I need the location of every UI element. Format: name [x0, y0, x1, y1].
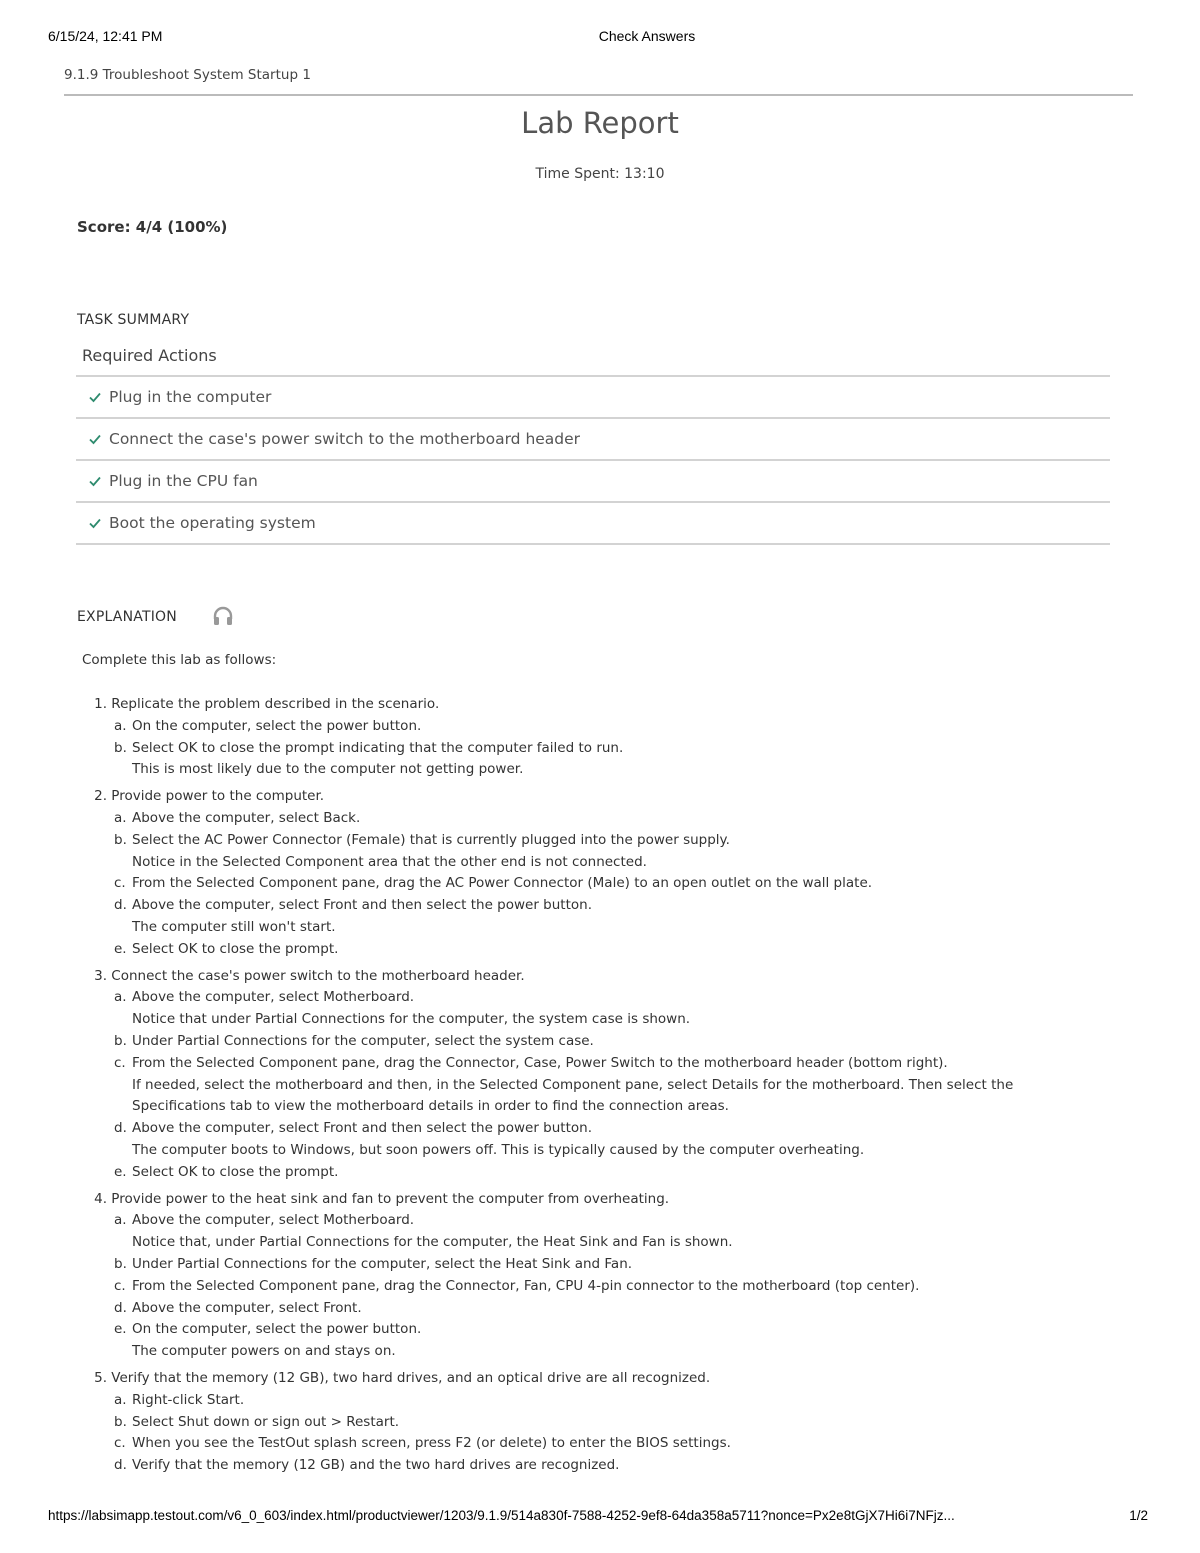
check-icon — [88, 516, 102, 530]
sub-step-letter: c. — [114, 875, 126, 892]
sub-step-note: The computer powers on and stays on. — [132, 1343, 396, 1360]
sub-step-note: The computer boots to Windows, but soon powers off. This is typically caused by the computer overheating. — [132, 1141, 865, 1158]
sub-step-item — [88, 1118, 1098, 1162]
sub-step-text: Select OK to close the prompt indicating that the computer failed to run. — [132, 739, 624, 756]
sub-step-letter: c. — [114, 1054, 126, 1071]
sub-step-text: Verify that the memory (12 GB) and the two hard drives are recognized. — [132, 1457, 620, 1474]
required-action-item — [76, 377, 1110, 419]
page-title: Lab Report — [521, 106, 679, 140]
sub-step-text: Above the computer, select Motherboard. — [132, 989, 415, 1006]
step-text: Provide power to the heat sink and fan to prevent the computer from overheating. — [111, 1190, 670, 1207]
required-action-label: Plug in the computer — [109, 388, 272, 406]
sub-step-letter: a. — [114, 1391, 127, 1408]
step-number: 3. — [94, 967, 107, 984]
sub-step-item — [88, 716, 1098, 738]
sub-step-item — [88, 1433, 1098, 1455]
sub-step-item — [88, 895, 1098, 939]
sub-step-note: Notice in the Selected Component area that the other end is not connected. — [132, 853, 647, 870]
sub-step-item — [88, 1053, 1098, 1118]
step-number: 4. — [94, 1190, 107, 1207]
sub-step-item — [88, 939, 1098, 961]
sub-step-letter: c. — [114, 1277, 126, 1294]
sub-step-letter: b. — [114, 1413, 127, 1430]
required-action-label: Boot the operating system — [109, 514, 316, 532]
sub-step-item — [88, 1254, 1098, 1276]
sub-step-note: This is most likely due to the computer not getting power. — [132, 761, 524, 778]
step-text: Replicate the problem described in the scenario. — [111, 696, 440, 712]
sub-step-note: Notice that, under Partial Connections for the computer, the Heat Sink and Fan is shown. — [132, 1234, 733, 1251]
sub-step-text: Above the computer, select Motherboard. — [132, 1212, 415, 1229]
sub-step-text: On the computer, select the power button. — [132, 1321, 422, 1338]
sub-step-item — [88, 1455, 1098, 1477]
sub-step-note: If needed, select the motherboard and then, in the Selected Component pane, select Details for the motherboard. Then select the Specifications tab to view the motherboard details in order to find the connection areas. — [132, 1076, 1014, 1115]
sub-step-letter: b. — [114, 831, 127, 848]
breadcrumb: 9.1.9 Troubleshoot System Startup 1 — [64, 67, 311, 83]
sub-step-item — [88, 808, 1098, 830]
step-number: 5. — [94, 1369, 107, 1386]
explanation-intro: Complete this lab as follows: — [82, 652, 277, 668]
sub-step-text: Under Partial Connections for the computer, select the Heat Sink and Fan. — [132, 1255, 633, 1272]
required-action-label: Connect the case's power switch to the motherboard header — [109, 430, 581, 448]
sub-step-note: The computer still won't start. — [132, 918, 336, 935]
sub-step-text: Above the computer, select Back. — [132, 809, 361, 826]
sub-step-item — [88, 1298, 1098, 1320]
headphones-icon[interactable] — [211, 604, 235, 628]
sub-step-item — [88, 1276, 1098, 1298]
required-actions-list — [76, 375, 1110, 545]
sub-step-text: When you see the TestOut splash screen, press F2 (or delete) to enter the BIOS settings. — [132, 1435, 731, 1452]
sub-step-item — [88, 987, 1098, 1031]
check-icon — [88, 432, 102, 446]
required-action-label: Plug in the CPU fan — [109, 472, 258, 490]
check-icon — [88, 390, 102, 404]
step-text: Provide power to the computer. — [111, 788, 325, 805]
sub-step-item — [88, 1031, 1098, 1053]
check-icon — [88, 474, 102, 488]
sub-step-letter: a. — [114, 717, 127, 734]
time-spent: Time Spent: 13:10 — [535, 166, 665, 182]
print-title: Check Answers — [598, 28, 696, 44]
sub-step-letter: b. — [114, 739, 127, 756]
sub-step-letter: b. — [114, 1032, 127, 1049]
explanation-heading: EXPLANATION — [77, 609, 177, 625]
step-number: 2. — [94, 788, 107, 805]
header-divider — [64, 94, 1133, 96]
sub-step-letter: a. — [114, 809, 127, 826]
score: Score: 4/4 (100%) — [77, 218, 228, 236]
step-item — [88, 1368, 1098, 1477]
sub-step-text: Under Partial Connections for the computer, select the system case. — [132, 1032, 594, 1049]
sub-step-text: On the computer, select the power button. — [132, 717, 422, 734]
task-summary-heading: TASK SUMMARY — [77, 312, 190, 328]
sub-step-letter: b. — [114, 1255, 127, 1272]
sub-step-item — [88, 873, 1098, 895]
sub-step-item — [88, 1210, 1098, 1254]
sub-step-letter: d. — [114, 1299, 127, 1316]
sub-step-letter: e. — [114, 1321, 127, 1338]
step-text: Connect the case's power switch to the motherboard header. — [111, 967, 525, 984]
sub-step-item — [88, 1319, 1098, 1363]
step-item — [88, 1189, 1098, 1363]
page-number: 1/2 — [1129, 1508, 1148, 1523]
sub-step-text: Right-click Start. — [132, 1391, 245, 1408]
sub-step-letter: c. — [114, 1435, 126, 1452]
sub-step-item — [88, 830, 1098, 874]
page-url: https://labsimapp.testout.com/v6_0_603/index.html/productviewer/1203/9.1.9/514a830f-7588-4252-9ef8-64da358a5711?nonce=Px2e8tGjX7Hi6i7NFjz... — [48, 1508, 955, 1523]
sub-step-text: From the Selected Component pane, drag the AC Power Connector (Male) to an open outlet on the wall plate. — [132, 875, 873, 892]
sub-step-letter: d. — [114, 897, 127, 914]
sub-step-text: Select OK to close the prompt. — [132, 940, 339, 957]
required-action-item — [76, 503, 1110, 545]
step-number: 1. — [94, 696, 107, 712]
sub-step-text: Above the computer, select Front and then select the power button. — [132, 1120, 593, 1137]
sub-step-letter: a. — [114, 989, 127, 1006]
sub-step-letter: a. — [114, 1212, 127, 1229]
step-item — [88, 966, 1098, 1184]
sub-step-text: From the Selected Component pane, drag the Connector, Fan, CPU 4-pin connector to the motherboard (top center). — [132, 1277, 920, 1294]
sub-step-letter: e. — [114, 940, 127, 957]
sub-step-text: Select the AC Power Connector (Female) that is currently plugged into the power supply. — [132, 831, 730, 848]
print-date: 6/15/24, 12:41 PM — [48, 28, 163, 44]
required-actions-title: Required Actions — [82, 346, 217, 365]
sub-step-item — [88, 1390, 1098, 1412]
required-action-item — [76, 461, 1110, 503]
sub-step-item — [88, 1412, 1098, 1434]
sub-step-item — [88, 738, 1098, 782]
sub-step-note: Notice that under Partial Connections for the computer, the system case is shown. — [132, 1011, 691, 1028]
steps-list — [88, 694, 1098, 1482]
sub-step-text: From the Selected Component pane, drag the Connector, Case, Power Switch to the motherboard header (bottom right). — [132, 1054, 948, 1071]
sub-step-letter: d. — [114, 1457, 127, 1474]
sub-step-text: Select OK to close the prompt. — [132, 1163, 339, 1180]
required-action-item — [76, 419, 1110, 461]
step-item — [88, 786, 1098, 960]
sub-step-text: Select Shut down or sign out > Restart. — [132, 1413, 400, 1430]
step-item — [88, 694, 1098, 781]
sub-step-text: Above the computer, select Front and then select the power button. — [132, 897, 593, 914]
sub-step-item — [88, 1162, 1098, 1184]
sub-step-letter: d. — [114, 1120, 127, 1137]
sub-step-letter: e. — [114, 1163, 127, 1180]
sub-step-text: Above the computer, select Front. — [132, 1299, 362, 1316]
step-text: Verify that the memory (12 GB), two hard drives, and an optical drive are all recognized. — [111, 1369, 711, 1386]
